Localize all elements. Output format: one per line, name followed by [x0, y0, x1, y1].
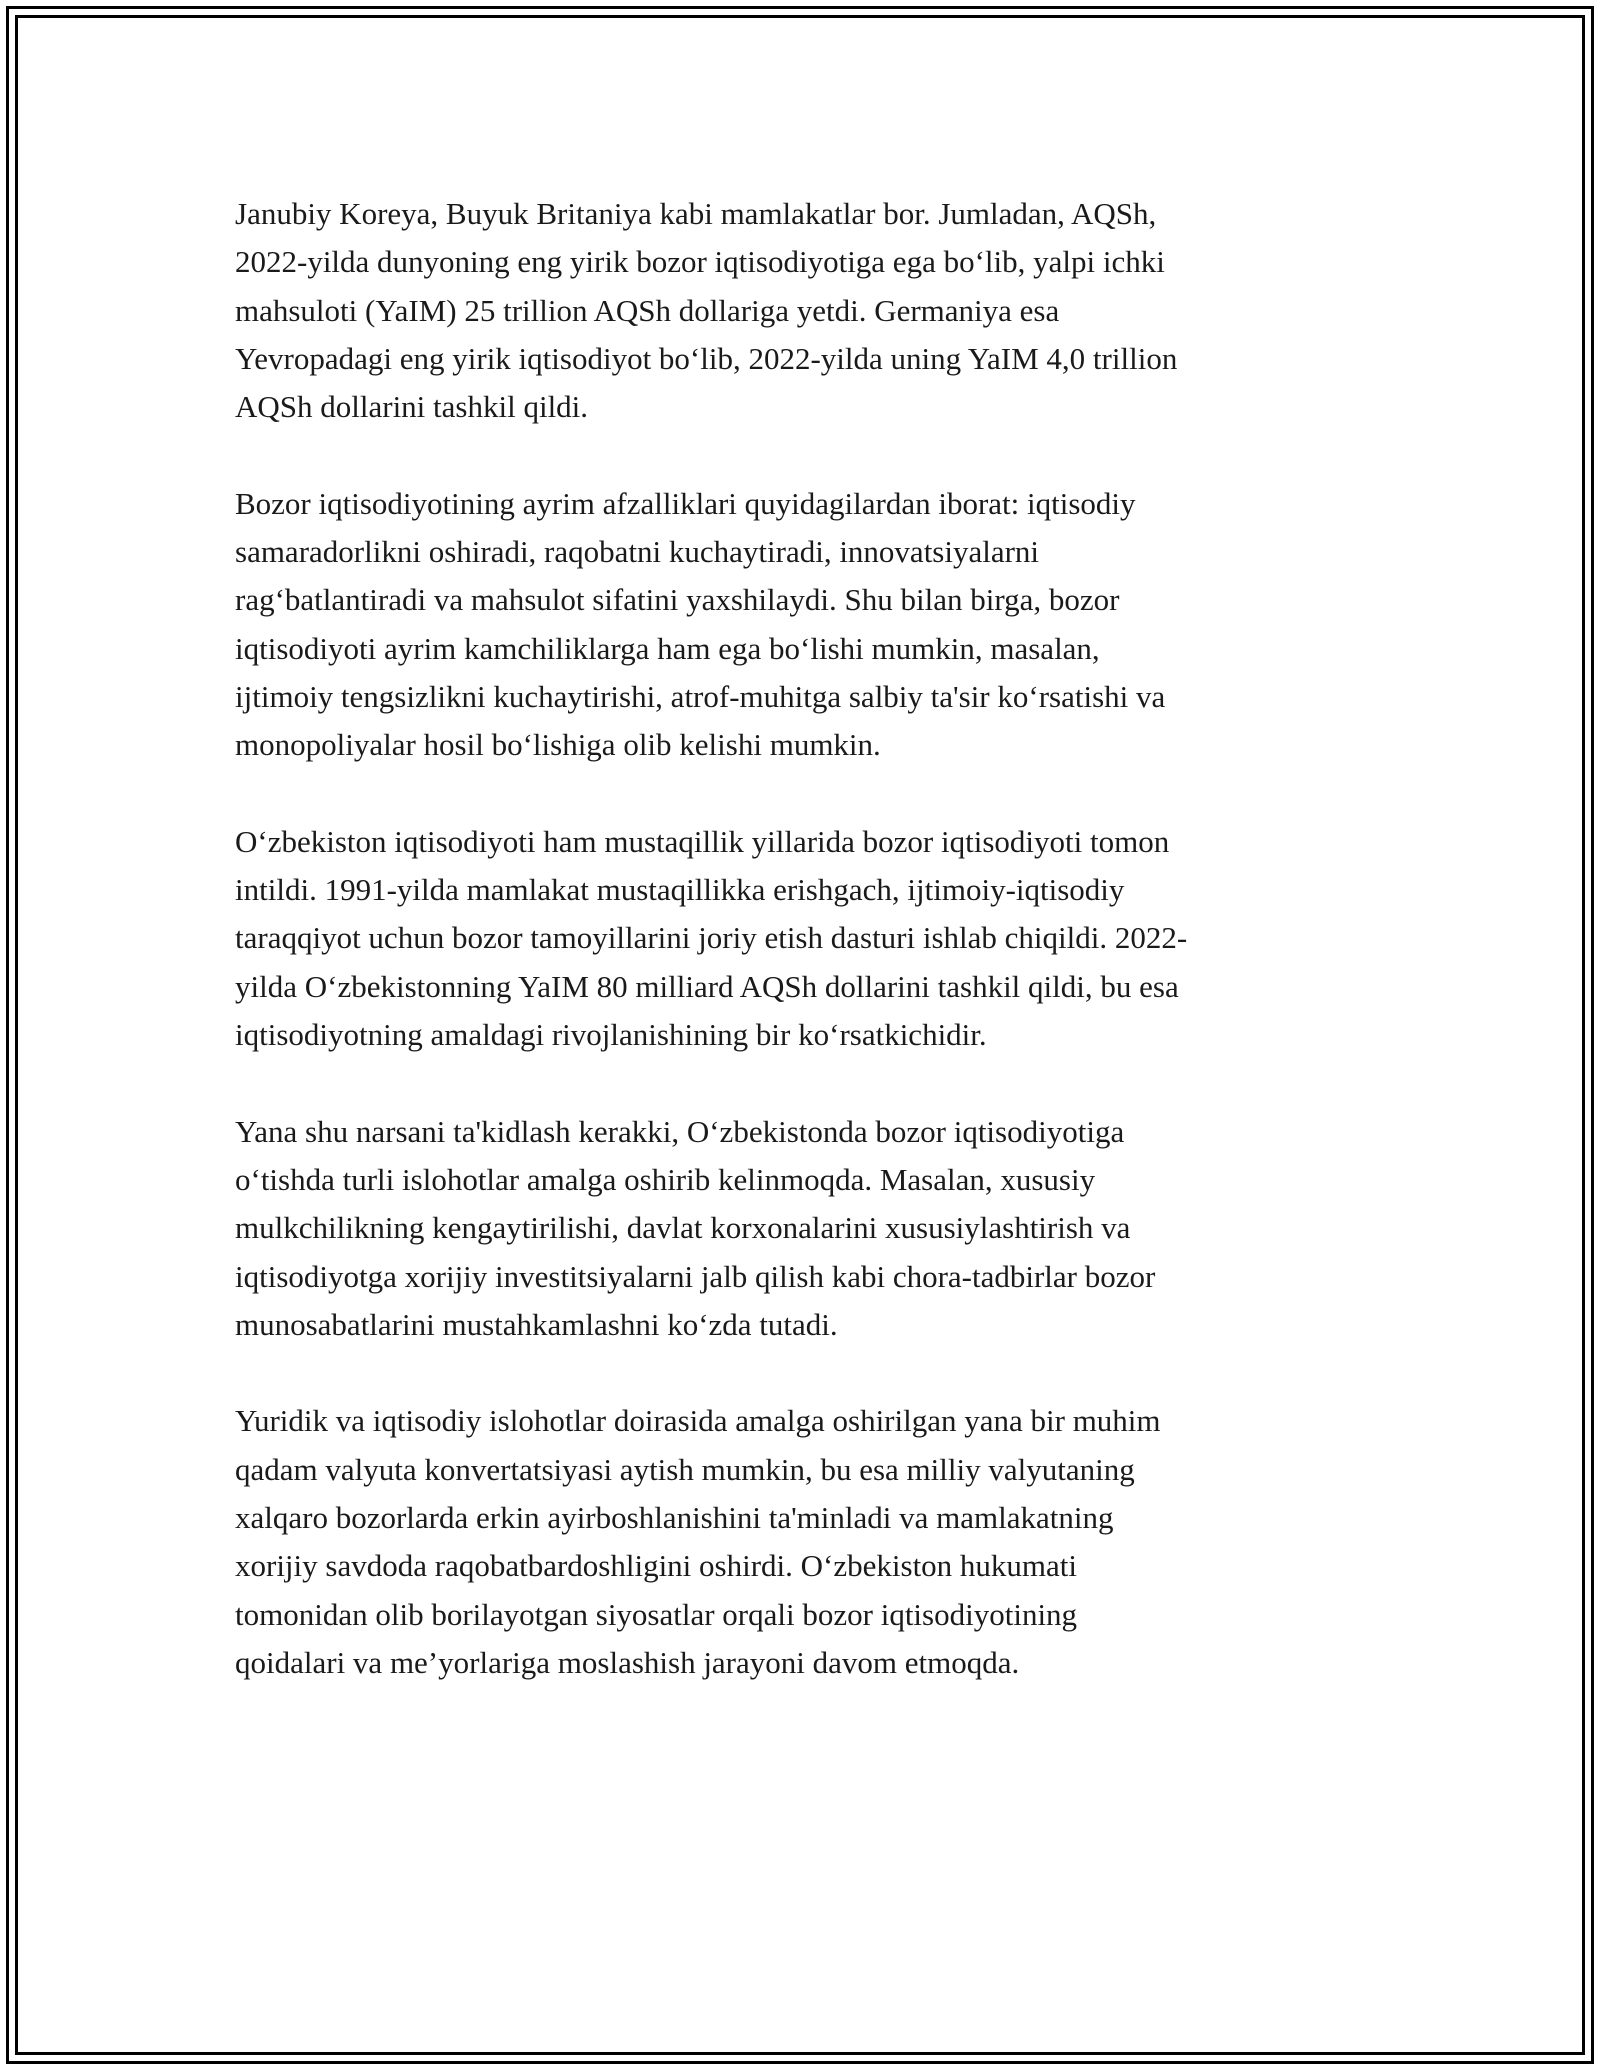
text-line: iqtisodiyotga xorijiy investitsiyalarni jalb qilish kabi chora-tadbirlar bozor — [235, 1258, 1156, 1294]
text-line: xorijiy savdoda raqobatbardoshligini oshirdi. O‘zbekiston hukumati — [235, 1548, 1078, 1584]
text-line: xalqaro bozorlarda erkin ayirboshlanishini ta'minladi va mamlakatning — [235, 1500, 1114, 1536]
text-line: monopoliyalar hosil bo‘lishiga olib kelishi mumkin. — [235, 727, 881, 763]
text-line: mulkchilikning kengaytirilishi, davlat korxonalarini xususiylashtirish va — [235, 1210, 1131, 1246]
paragraph-5 — [235, 1397, 1370, 1687]
paragraph-2 — [235, 480, 1370, 770]
text-line: o‘tishda turli islohotlar amalga oshirib kelinmoqda. Masalan, xususiy — [235, 1161, 1096, 1197]
text-line: Janubiy Koreya, Buyuk Britaniya kabi mamlakatlar bor. Jumladan, AQSh, — [235, 196, 1157, 231]
text-line: rag‘batlantiradi va mahsulot sifatini yaxshilaydi. Shu bilan birga, bozor — [235, 582, 1120, 618]
text-line: ijtimoiy tengsizlikni kuchaytirishi, atrof-muhitga salbiy ta'sir ko‘rsatishi va — [235, 678, 1166, 714]
paragraph-1 — [235, 190, 1370, 431]
text-line: Yevropadagi eng yirik iqtisodiyot bo‘lib, 2022-yilda uning YaIM 4,0 trillion — [235, 340, 1178, 376]
text-line: Bozor iqtisodiyotining ayrim afzalliklari quyidagilardan iborat: iqtisodiy — [235, 485, 1136, 521]
document-body — [235, 190, 1370, 1736]
text-line: mahsuloti (YaIM) 25 trillion AQSh dollariga yetdi. Germaniya esa — [235, 292, 1060, 328]
text-line: Yana shu narsani ta'kidlash kerakki, O‘zbekistonda bozor iqtisodiyotiga — [235, 1113, 1125, 1149]
text-line: Yuridik va iqtisodiy islohotlar doirasida amalga oshirilgan yana bir muhim — [235, 1403, 1161, 1439]
text-line: AQSh dollarini tashkil qildi. — [235, 389, 589, 425]
text-line: samaradorlikni oshiradi, raqobatni kuchaytiradi, innovatsiyalarni — [235, 534, 1040, 570]
paragraph-4 — [235, 1108, 1370, 1349]
text-line: tomonidan olib borilayotgan siyosatlar orqali bozor iqtisodiyotining — [235, 1596, 1078, 1632]
text-line: intildi. 1991-yilda mamlakat mustaqillikka erishgach, ijtimoiy-iqtisodiy — [235, 872, 1125, 908]
text-line: iqtisodiyotning amaldagi rivojlanishining bir ko‘rsatkichidir. — [235, 1017, 987, 1053]
text-line: O‘zbekiston iqtisodiyoti ham mustaqillik yillarida bozor iqtisodiyoti tomon — [235, 823, 1170, 859]
text-line: munosabatlarini mustahkamlashni ko‘zda tutadi. — [235, 1306, 838, 1342]
text-line: 2022-yilda dunyoning eng yirik bozor iqtisodiyotiga ega bo‘lib, yalpi ichki — [235, 244, 1165, 280]
paragraph-3 — [235, 818, 1370, 1059]
text-line: taraqqiyot uchun bozor tamoyillarini joriy etish dasturi ishlab chiqildi. 2022- — [235, 920, 1188, 956]
text-line: iqtisodiyoti ayrim kamchiliklarga ham ega bo‘lishi mumkin, masalan, — [235, 630, 1100, 666]
text-line: yilda O‘zbekistonning YaIM 80 milliard AQSh dollarini tashkil qildi, bu esa — [235, 968, 1179, 1004]
text-line: qadam valyuta konvertatsiyasi aytish mumkin, bu esa milliy valyutaning — [235, 1451, 1135, 1487]
text-line: qoidalari va me’yorlariga moslashish jarayoni davom etmoqda. — [235, 1644, 1020, 1680]
